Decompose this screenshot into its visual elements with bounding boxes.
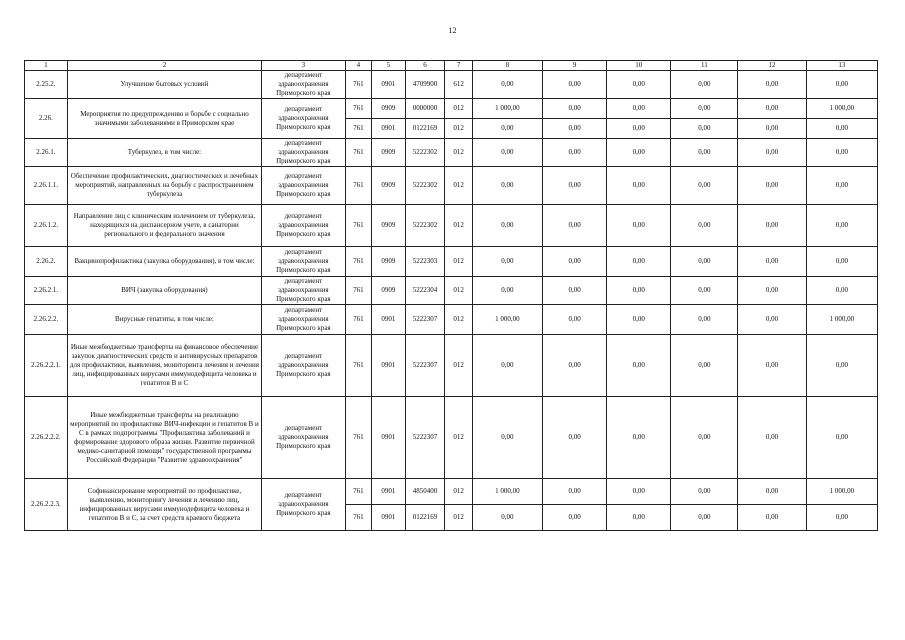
row-name: Вирусные гепатиты, в том числе: — [67, 305, 261, 335]
value-cell: 5222307 — [405, 397, 445, 479]
row-department: департамент здравоохранения Приморского края — [262, 71, 345, 99]
value-cell: 012 — [445, 99, 472, 119]
value-cell: 0,00 — [671, 71, 738, 99]
value-cell: 761 — [345, 505, 371, 531]
value-cell: 0,00 — [543, 71, 607, 99]
value-cell: 0,00 — [671, 479, 738, 505]
value-cell: 0,00 — [543, 205, 607, 247]
row-number: 2.26.1.2. — [25, 205, 68, 247]
value-cell: 0,00 — [806, 335, 877, 397]
row-number: 2.26.2.2.1. — [25, 335, 68, 397]
value-cell: 0,00 — [671, 119, 738, 139]
row-name: Направление лиц с клиническим излечением от туберкулеза, находящихся на диспансерном учете, в санатории регионального и федерального значения — [67, 205, 261, 247]
value-cell: 012 — [445, 139, 472, 167]
header-cell: 8 — [472, 61, 542, 71]
value-cell: 0,00 — [472, 505, 542, 531]
row-number: 2.26.1.1. — [25, 167, 68, 205]
value-cell: 761 — [345, 139, 371, 167]
value-cell: 761 — [345, 205, 371, 247]
value-cell: 0,00 — [671, 167, 738, 205]
value-cell: 0,00 — [806, 167, 877, 205]
value-cell: 0,00 — [738, 277, 806, 305]
value-cell: 761 — [345, 305, 371, 335]
value-cell: 0,00 — [472, 167, 542, 205]
value-cell: 0,00 — [806, 205, 877, 247]
header-cell: 12 — [738, 61, 806, 71]
row-number: 2.26.2.1. — [25, 277, 68, 305]
header-cell: 2 — [67, 61, 261, 71]
value-cell: 0,00 — [607, 277, 671, 305]
value-cell: 0,00 — [738, 167, 806, 205]
row-name: Иные межбюджетные трансферты на финансовое обеспечение закупок диагностических средств и антивирусных препаратов для профилактики, выявления, мониторинга лечения и лечения лиц, инфицированных вирусами иммунодефицита человека и гепатитов В и С — [67, 335, 261, 397]
value-cell: 5222302 — [405, 205, 445, 247]
value-cell: 761 — [345, 71, 371, 99]
value-cell: 1 000,00 — [472, 479, 542, 505]
value-cell: 012 — [445, 397, 472, 479]
value-cell: 0,00 — [543, 277, 607, 305]
value-cell: 0,00 — [472, 119, 542, 139]
value-cell: 0,00 — [738, 397, 806, 479]
value-cell: 0909 — [372, 247, 406, 277]
header-cell: 1 — [25, 61, 68, 71]
value-cell: 761 — [345, 335, 371, 397]
row-number: 2.26.1. — [25, 139, 68, 167]
table-row — [25, 167, 878, 205]
value-cell: 761 — [345, 247, 371, 277]
value-cell: 0,00 — [543, 99, 607, 119]
value-cell: 0,00 — [472, 205, 542, 247]
value-cell: 5222302 — [405, 139, 445, 167]
value-cell: 0,00 — [607, 397, 671, 479]
value-cell: 5222307 — [405, 305, 445, 335]
value-cell: 0,00 — [806, 277, 877, 305]
value-cell: 1 000,00 — [806, 479, 877, 505]
value-cell: 761 — [345, 99, 371, 119]
value-cell: 0,00 — [543, 397, 607, 479]
row-number: 2.26.2.2.2. — [25, 397, 68, 479]
value-cell: 0,00 — [738, 205, 806, 247]
row-department: департамент здравоохранения Приморского края — [262, 167, 345, 205]
row-name: Софинансирование мероприятий по профилактике, выявлению, мониторингу лечения и лечению лиц, инфицированных вирусами иммунодефицита человека и гепатитов В и С, за счет средств краевого бюджета — [67, 479, 261, 531]
header-cell: 6 — [405, 61, 445, 71]
value-cell: 012 — [445, 335, 472, 397]
value-cell: 0,00 — [806, 247, 877, 277]
value-cell: 0,00 — [472, 335, 542, 397]
value-cell: 0901 — [372, 119, 406, 139]
header-cell: 9 — [543, 61, 607, 71]
value-cell: 0,00 — [543, 167, 607, 205]
row-department: департамент здравоохранения Приморского края — [262, 277, 345, 305]
row-name: Вакцинопрофилактика (закупка оборудования), в том числе: — [67, 247, 261, 277]
value-cell: 0,00 — [607, 335, 671, 397]
row-name: Туберкулез, в том числе: — [67, 139, 261, 167]
value-cell: 0,00 — [472, 71, 542, 99]
budget-table — [24, 60, 878, 531]
value-cell: 0,00 — [671, 505, 738, 531]
value-cell: 0,00 — [738, 247, 806, 277]
header-cell: 11 — [671, 61, 738, 71]
value-cell: 0,00 — [671, 205, 738, 247]
value-cell: 0,00 — [607, 505, 671, 531]
row-department: департамент здравоохранения Приморского края — [262, 479, 345, 531]
value-cell: 0,00 — [738, 305, 806, 335]
value-cell: 0901 — [372, 505, 406, 531]
value-cell: 0,00 — [543, 335, 607, 397]
value-cell: 0,00 — [543, 139, 607, 167]
value-cell: 0,00 — [738, 119, 806, 139]
value-cell: 0122169 — [405, 119, 445, 139]
value-cell: 0,00 — [543, 505, 607, 531]
value-cell: 5222307 — [405, 335, 445, 397]
table-row — [25, 277, 878, 305]
header-cell: 4 — [345, 61, 371, 71]
value-cell: 5222303 — [405, 247, 445, 277]
value-cell: 0,00 — [738, 139, 806, 167]
value-cell: 0,00 — [607, 305, 671, 335]
value-cell: 0,00 — [671, 397, 738, 479]
row-name: Обеспечение профилактических, диагностических и лечебных мероприятий, направленных на борьбу с распространением туберкулеза — [67, 167, 261, 205]
value-cell: 0122169 — [405, 505, 445, 531]
value-cell: 012 — [445, 305, 472, 335]
value-cell: 0,00 — [738, 335, 806, 397]
value-cell: 0,00 — [607, 167, 671, 205]
table-row — [25, 479, 878, 505]
value-cell: 012 — [445, 479, 472, 505]
row-number: 2.26. — [25, 99, 68, 139]
value-cell: 0,00 — [607, 71, 671, 99]
table-row — [25, 71, 878, 99]
value-cell: 0,00 — [607, 479, 671, 505]
row-number: 2.25.2. — [25, 71, 68, 99]
value-cell: 0,00 — [472, 397, 542, 479]
value-cell: 0,00 — [607, 99, 671, 119]
row-department: департамент здравоохранения Приморского края — [262, 397, 345, 479]
value-cell: 761 — [345, 479, 371, 505]
table-row — [25, 335, 878, 397]
value-cell: 0,00 — [738, 479, 806, 505]
value-cell: 0909 — [372, 205, 406, 247]
table-row — [25, 99, 878, 119]
value-cell: 0,00 — [607, 139, 671, 167]
value-cell: 5222302 — [405, 167, 445, 205]
value-cell: 0,00 — [543, 119, 607, 139]
row-department: департамент здравоохранения Приморского края — [262, 247, 345, 277]
value-cell: 0,00 — [671, 335, 738, 397]
row-name: Иные межбюджетные трансферты на реализацию мероприятий по профилактике ВИЧ-инфекции и гепатитов В и С в рамках подпрограммы "Профилактика заболеваний и формирование здорового образа жизни. Развитие первичной медико-санитарной помощи" государственной программы Российской Федерации "Развитие здравоохранения" — [67, 397, 261, 479]
value-cell: 0,00 — [543, 479, 607, 505]
value-cell: 1 000,00 — [806, 99, 877, 119]
value-cell: 0909 — [372, 277, 406, 305]
row-department: департамент здравоохранения Приморского края — [262, 205, 345, 247]
row-department: департамент здравоохранения Приморского края — [262, 99, 345, 139]
table-row — [25, 397, 878, 479]
value-cell: 012 — [445, 247, 472, 277]
header-cell: 10 — [607, 61, 671, 71]
header-cell: 5 — [372, 61, 406, 71]
table-row — [25, 205, 878, 247]
value-cell: 0909 — [372, 99, 406, 119]
header-cell: 13 — [806, 61, 877, 71]
row-number: 2.26.2. — [25, 247, 68, 277]
value-cell: 0,00 — [806, 71, 877, 99]
value-cell: 0,00 — [472, 139, 542, 167]
value-cell: 761 — [345, 167, 371, 205]
value-cell: 0901 — [372, 397, 406, 479]
value-cell: 0,00 — [806, 505, 877, 531]
value-cell: 012 — [445, 505, 472, 531]
header-cell: 3 — [262, 61, 345, 71]
value-cell: 012 — [445, 277, 472, 305]
table-row — [25, 247, 878, 277]
value-cell: 761 — [345, 277, 371, 305]
value-cell: 0,00 — [806, 397, 877, 479]
value-cell: 0,00 — [806, 119, 877, 139]
row-name: Улучшение бытовых условий — [67, 71, 261, 99]
value-cell: 0909 — [372, 167, 406, 205]
table-row — [25, 305, 878, 335]
table-row — [25, 139, 878, 167]
row-name: ВИЧ (закупка оборудования) — [67, 277, 261, 305]
row-name: Мероприятия по предупреждению и борьбе с социально значимыми заболеваниями в Приморском крае — [67, 99, 261, 139]
value-cell: 0,00 — [671, 139, 738, 167]
value-cell: 1 000,00 — [472, 305, 542, 335]
row-department: департамент здравоохранения Приморского края — [262, 305, 345, 335]
value-cell: 0,00 — [607, 205, 671, 247]
row-department: департамент здравоохранения Приморского края — [262, 139, 345, 167]
value-cell: 0,00 — [671, 99, 738, 119]
value-cell: 0,00 — [607, 119, 671, 139]
value-cell: 0901 — [372, 335, 406, 397]
row-department: департамент здравоохранения Приморского края — [262, 335, 345, 397]
value-cell: 012 — [445, 119, 472, 139]
header-cell: 7 — [445, 61, 472, 71]
value-cell: 0,00 — [806, 139, 877, 167]
value-cell: 4850400 — [405, 479, 445, 505]
value-cell: 612 — [445, 71, 472, 99]
value-cell: 0901 — [372, 479, 406, 505]
header-row — [25, 61, 878, 71]
value-cell: 5222304 — [405, 277, 445, 305]
value-cell: 0000000 — [405, 99, 445, 119]
value-cell: 012 — [445, 205, 472, 247]
value-cell: 012 — [445, 167, 472, 205]
value-cell: 0,00 — [607, 247, 671, 277]
value-cell: 0,00 — [472, 277, 542, 305]
value-cell: 0,00 — [472, 247, 542, 277]
page-number: 12 — [448, 26, 457, 35]
value-cell: 1 000,00 — [806, 305, 877, 335]
value-cell: 0901 — [372, 71, 406, 99]
value-cell: 0901 — [372, 305, 406, 335]
row-number: 2.26.2.2. — [25, 305, 68, 335]
value-cell: 0,00 — [543, 247, 607, 277]
value-cell: 0,00 — [738, 71, 806, 99]
value-cell: 0,00 — [671, 277, 738, 305]
value-cell: 0,00 — [671, 305, 738, 335]
value-cell: 0,00 — [671, 247, 738, 277]
value-cell: 4709900 — [405, 71, 445, 99]
value-cell: 0,00 — [543, 305, 607, 335]
value-cell: 761 — [345, 397, 371, 479]
value-cell: 1 000,00 — [472, 99, 542, 119]
value-cell: 0,00 — [738, 505, 806, 531]
value-cell: 761 — [345, 119, 371, 139]
value-cell: 0909 — [372, 139, 406, 167]
value-cell: 0,00 — [738, 99, 806, 119]
row-number: 2.26.2.2.3. — [25, 479, 68, 531]
